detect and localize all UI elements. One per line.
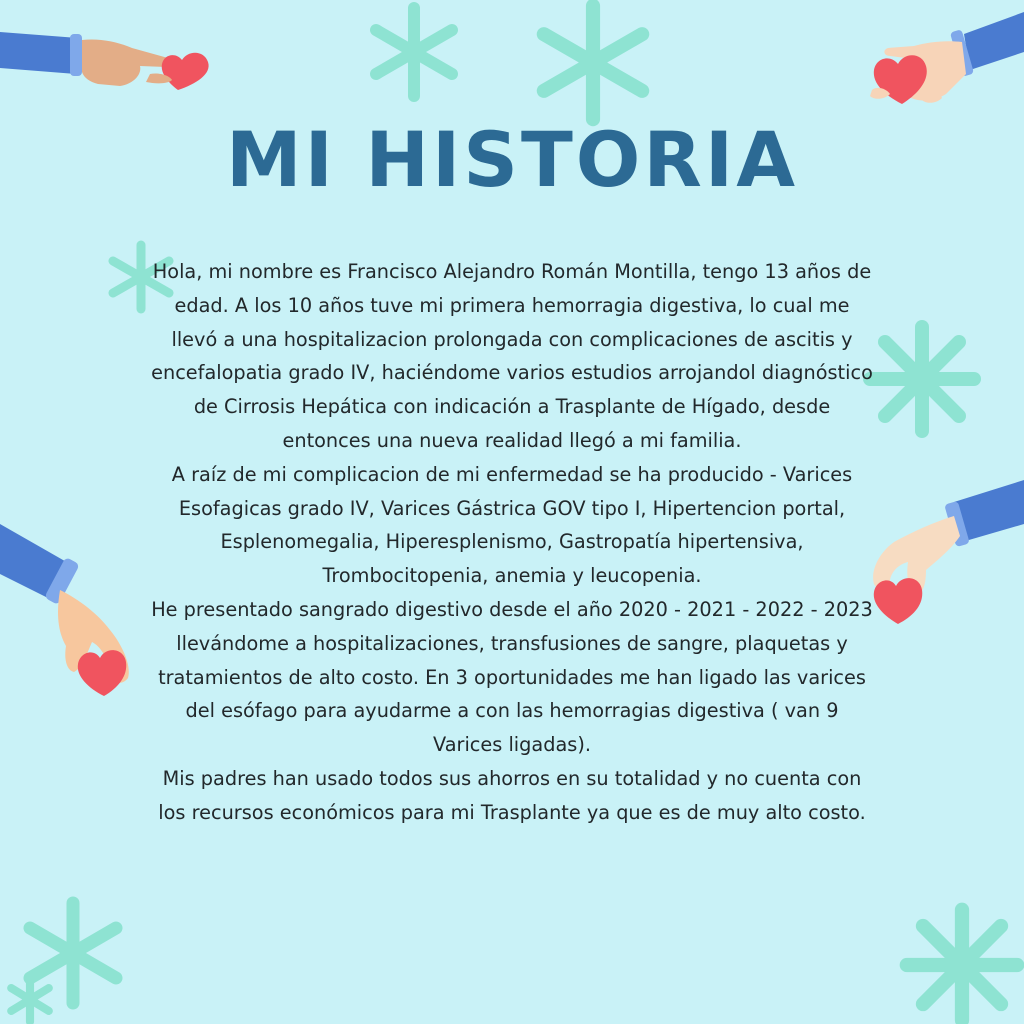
asterisk-icon (518, 0, 668, 125)
story-paragraph: Mis padres han usado todos sus ahorros en su totalidad y no cuenta con los recursos económicos para mi Trasplante ya que es de muy alto costo. (158, 766, 866, 824)
asterisk-icon (0, 975, 60, 1024)
story-paragraph: He presentado sangrado digestivo desde el año 2020 - 2021 - 2022 - 2023 llevándome a hospitalizaciones, transfusiones de sangre, plaquetas y tratamientos de alto costo. En 3 oportunidades me han ligado las varices del esófago para ayudarme a con las hemorragias digestiva ( van 9 Varices ligadas). (151, 597, 873, 757)
asterisk-icon (900, 906, 1024, 1024)
story-paragraph: A raíz de mi complicacion de mi enfermedad se ha producido - Varices Esofagicas grado IV, Varices Gástrica GOV tipo I, Hipertencion portal, Esplenomegalia, Hiperesplenismo, Gastropatía hipertensiva, Trombocitopenia, anemia y leucopenia. (171, 462, 853, 588)
asterisk-icon (366, 4, 462, 100)
hand-holding-heart-icon (0, 518, 135, 698)
asterisk-icon (866, 323, 978, 435)
story-paragraph: Hola, mi nombre es Francisco Alejandro Román Montilla, tengo 13 años de edad. A los 10 años tuve mi primera hemorragia digestiva, lo cual me llevó a una hospitalizacion prolongada con complicaciones de ascitis y encefalopatia grado IV, haciéndome varios estudios arrojandol diagnóstico de Cirrosis Hepática con indicación a Trasplante de Hígado, desde entonces una nueva realidad llegó a mi familia. (151, 260, 873, 452)
hand-holding-heart-icon (0, 22, 215, 112)
page-title: MI HISTORIA (225, 115, 799, 204)
hand-holding-heart-icon (866, 8, 1024, 112)
story-body (150, 255, 874, 830)
hand-holding-heart-icon (868, 480, 1024, 630)
